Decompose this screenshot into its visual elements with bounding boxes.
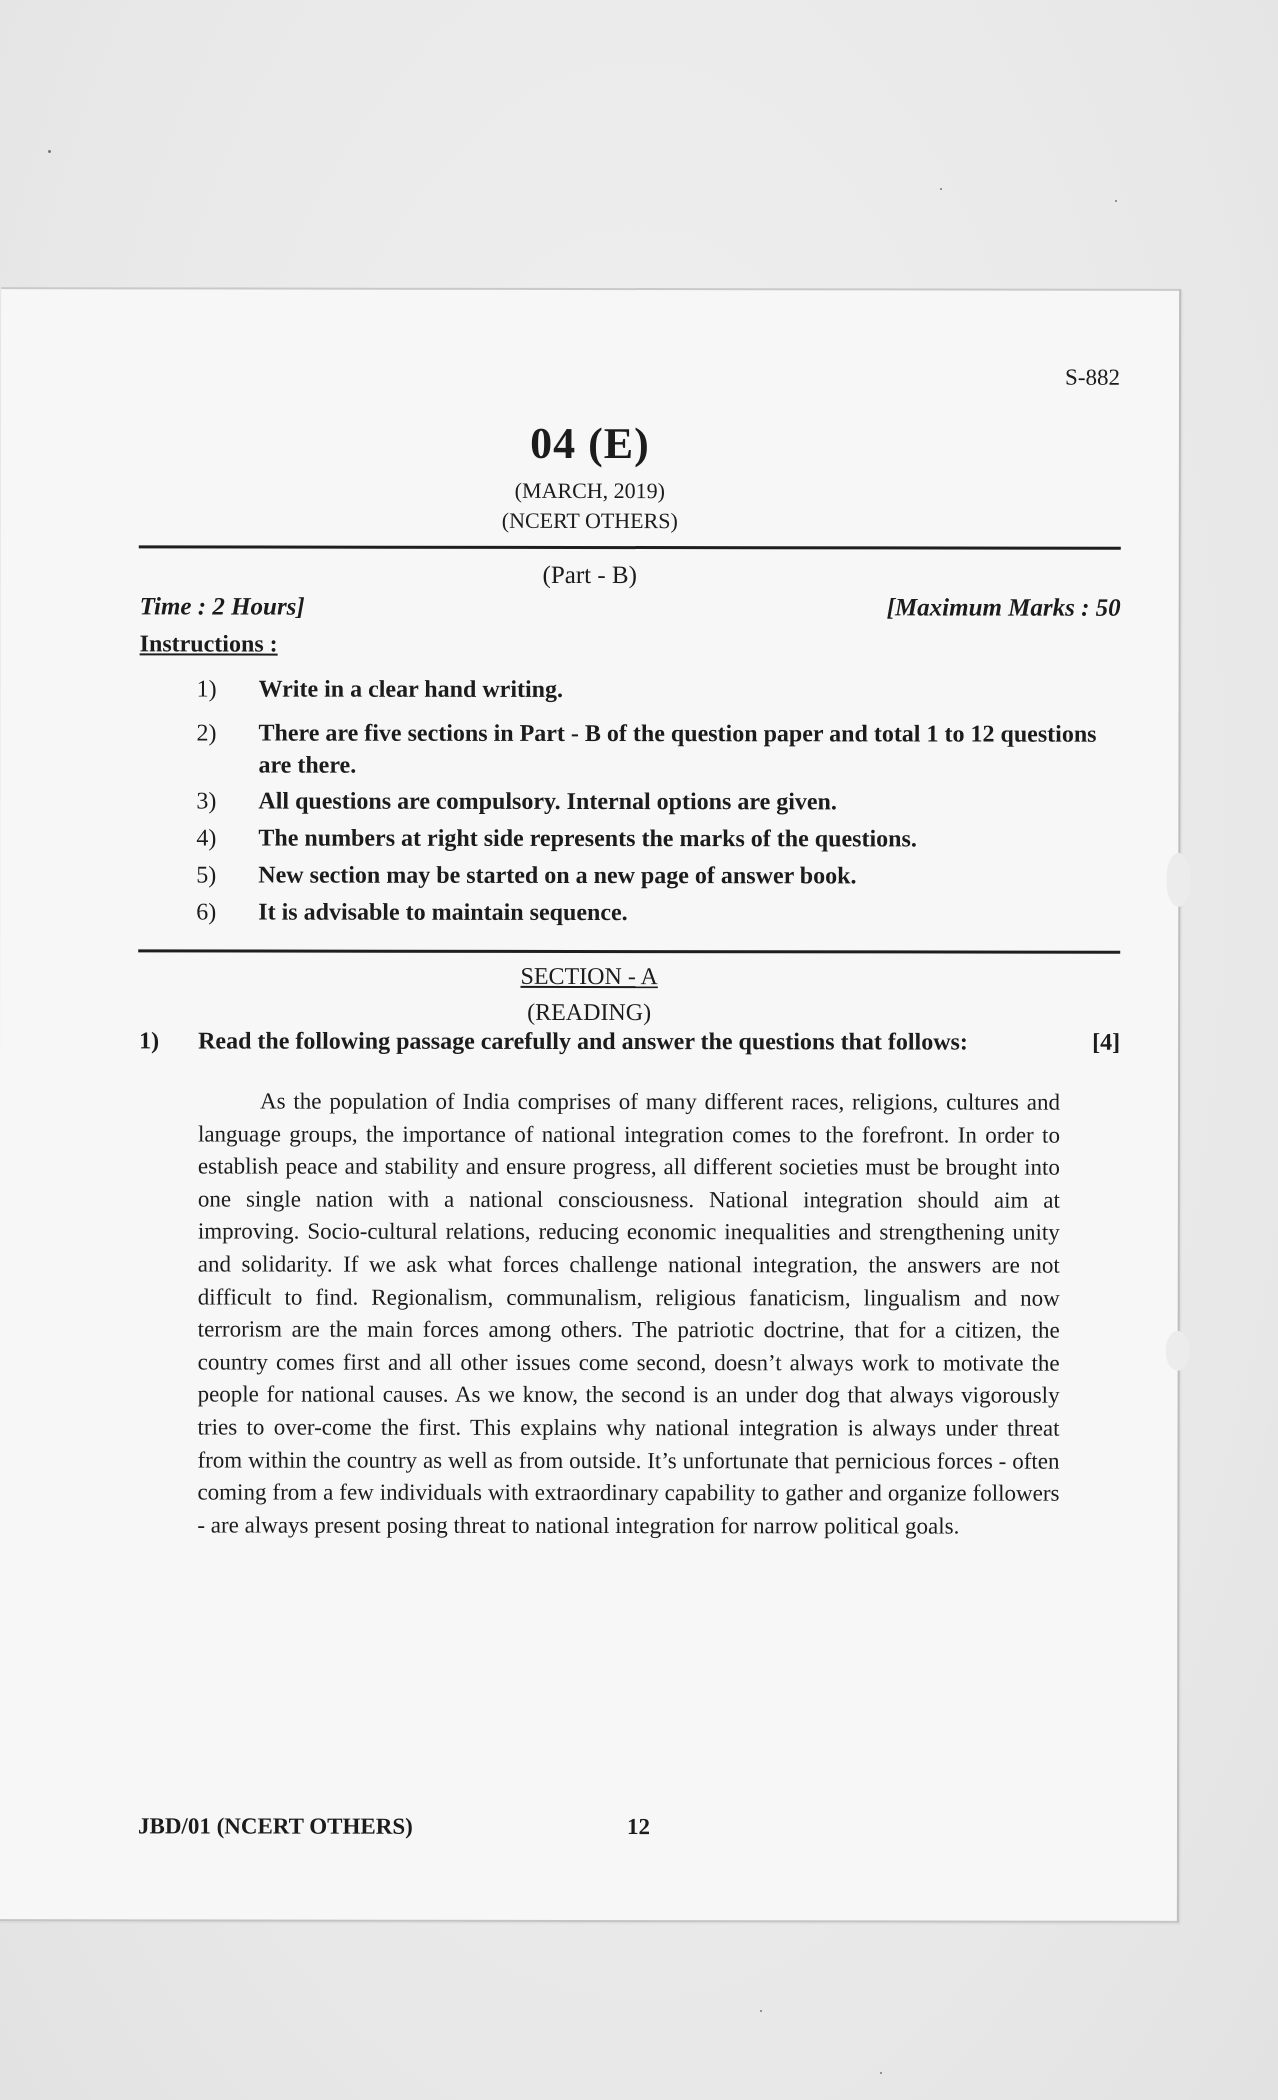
instruction-number: 4) [196,825,217,852]
instruction-item [196,859,1120,890]
exam-stream: (NCERT OTHERS) [501,507,678,534]
instruction-text: All questions are compulsory. Internal options are given. [258,788,837,816]
question-number: 1) [139,1028,160,1055]
scan-speck [880,2072,882,2074]
scan-speck [1115,200,1117,202]
instruction-item [196,785,1120,816]
maximum-marks: [Maximum Marks : 50 [886,594,1121,622]
instruction-text: There are five sections in Part - B of the question paper and total 1 to 12 questions are there. [258,720,1097,779]
section-subtitle: (READING) [527,999,652,1027]
instruction-text: The numbers at right side represents the marks of the questions. [258,825,917,853]
exam-paper-sheet [0,287,1181,1923]
instruction-text: It is advisable to maintain sequence. [258,899,628,927]
instructions-divider [138,949,1120,953]
header-divider [139,545,1121,549]
instruction-item [196,822,1120,853]
time-allowed: Time : 2 Hours] [139,593,305,621]
instruction-item [196,717,1121,779]
instruction-item [196,896,1120,927]
paper-title: 04 (E) [530,418,650,469]
instruction-number: 1) [196,676,217,703]
footer-code: JBD/01 (NCERT OTHERS) [137,1813,413,1839]
instruction-number: 6) [196,899,217,926]
question-text: Read the following passage carefully and answer the questions that follows: [198,1028,968,1056]
instruction-text: Write in a clear hand writing. [258,676,564,703]
instruction-number: 2) [196,720,217,747]
paper-notch [1166,1331,1190,1371]
exam-session: (MARCH, 2019) [514,477,666,504]
instructions-heading: Instructions : [139,631,278,658]
question-marks: [4] [1092,1029,1121,1056]
reading-passage: As the population of India comprises of many different races, religions, cultures and language groups, the importance of national integration comes to the forefront. In order to establish peace and stability and ensure progress, all different societies must be brought into one single nation with a national consciousness. National integration should aim at improving. Socio-cultural relations, reducing economic inequalities and strengthening unity and solidarity. If we ask what forces challenge national integration, the answers are not difficult to find. Regionalism, communalism, religious fanaticism, lingualism and now terrorism are the main forces among others. The patriotic doctrine, that for a citizen, the country comes first and all other issues come second, doesn’t always work to motivate the people for national causes. As we know, the second is an under dog that always vigorously tries to over-come the first. This explains why national integration is always under threat from within the country as well as from outside. It’s unfortunate that pernicious forces - often coming from a few individuals with extraordinary capability to gather and organize followers - are always present posing threat to national integration for narrow political goals. [197,1088,1061,1539]
scan-speck [940,188,942,190]
section-title: SECTION - A [520,963,658,991]
paper-code: S-882 [1065,364,1121,390]
paper-notch [1166,853,1190,907]
instruction-item [196,673,1121,703]
scan-speck [760,2010,762,2012]
page-number: 12 [626,1814,651,1840]
part-label: (Part - B) [542,561,637,590]
instruction-text: New section may be started on a new page of answer book. [258,862,857,890]
scan-speck [48,150,51,153]
instruction-number: 3) [196,788,217,815]
instruction-number: 5) [196,862,217,889]
